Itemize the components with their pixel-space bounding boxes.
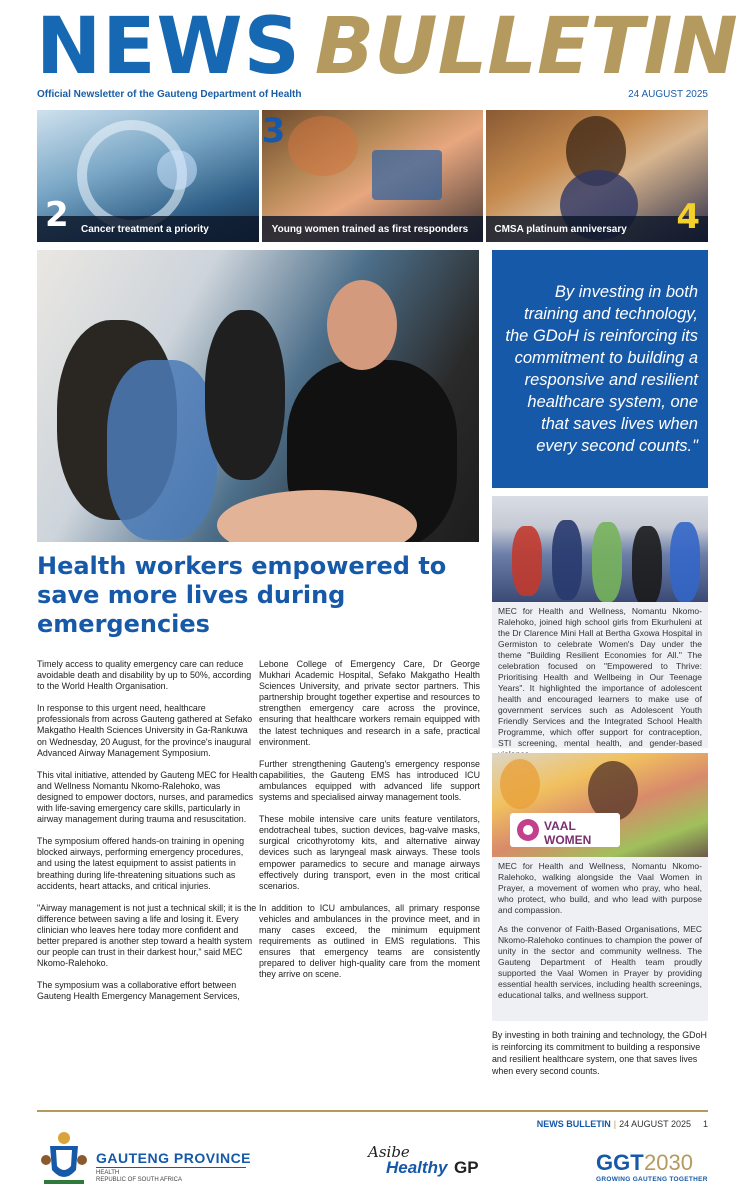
caption-text: MEC for Health and Wellness, Nomantu Nkomo-Ralehoko, walking alongside the Vaal Women in Prayer, a movement of women who pray, who heal, who protect, who build, and who lead with purpose and compassion.: [498, 861, 702, 915]
banner-emblem-icon: [515, 817, 541, 843]
masthead-title-bulletin: BULLETIN: [314, 2, 738, 92]
masthead-subline: [37, 89, 708, 103]
article-closing-paragraph: By investing in both training and technology, the GDoH is reinforcing its commitment to building a responsive and resilient healthcare system, one that saves lives when every second counts.: [492, 1030, 707, 1076]
footer-separator: |: [613, 1119, 617, 1129]
paragraph: These mobile intensive care units feature ventilators, endotracheal tubes, suction devices, bag-valve masks, surgical cricothyrotomy kits, and alternative airway devices such as laryngeal mask airways. These tools empower paramedics to secure and manage airways effectively during transport, even in the most critical scenarios.: [259, 814, 480, 891]
paragraph: This vital initiative, attended by Gauteng MEC for Health and Wellness Nomantu Nkomo-Ralehoko, was designed to empower doctors, nurses, and paramedics with life-saving emergency care skills, particularly in airway management during trauma and resuscitation.: [37, 769, 258, 825]
gauteng-province-name: GAUTENG PROVINCE: [96, 1150, 252, 1166]
sidebar-photo-vaal-women: [492, 753, 708, 857]
paragraph: Further strengthening Gauteng's emergency response capabilities, the Gauteng EMS has introduced ICU ambulances equipped with advanced life support systems and specialised airway management tools.: [259, 758, 480, 803]
ggt2030-logo: [596, 1150, 710, 1186]
teaser-cmsa-anniversary[interactable]: [486, 110, 708, 242]
gauteng-province-logo: [40, 1130, 270, 1190]
sidebar-caption-vaal-women: [492, 857, 708, 1021]
paragraph: The symposium offered hands-on training in opening blocked airways, performing emergency procedures, and using the latest equipment to assist patients in breathing during life-threatening situations such as accidents, heart attacks, and critical injuries.: [37, 836, 245, 891]
footer-publication: NEWS BULLETIN: [536, 1119, 611, 1129]
teaser-label: CMSA platinum anniversary: [494, 224, 627, 235]
gauteng-country: REPUBLIC OF SOUTH AFRICA: [96, 1177, 183, 1183]
banner-text: VAAL WOMEN: [544, 819, 592, 847]
article-column-middle: [259, 659, 480, 991]
masthead-title-news: NEWS: [36, 2, 301, 92]
healthy-word: Healthy: [386, 1158, 448, 1177]
page-number: 1: [702, 1119, 708, 1129]
masthead: [36, 2, 738, 92]
paragraph: In response to this urgent need, healthcare professionals from across Gauteng gathered at Sefako Makgatho Health Sciences University in Ga-Rankuwa on Wednesday, 20 August, for the province's inaugural Advanced Airway Management Symposium.: [37, 703, 253, 758]
ggt-tagline: GROWING GAUTENG TOGETHER: [596, 1176, 708, 1183]
footer-date: 24 AUGUST 2025: [619, 1119, 691, 1129]
footer-rule: [37, 1110, 708, 1112]
vaal-women-banner: [510, 813, 620, 847]
teaser-number: 3: [261, 111, 286, 151]
asibe-healthy-gp-logo: [362, 1143, 502, 1187]
issue-date: 24 AUGUST 2025: [628, 89, 708, 100]
sidebar-photo-womens-day: [492, 496, 708, 602]
paragraph: In addition to ICU ambulances, all primary response vehicles and ambulances in the province meet, and in many cases exceed, the minimum equipment requirements as outlined in EMS regulations. This ensures that emergency teams are consistently prepared to deliver high-quality care from the moment they arrive on scene.: [259, 902, 480, 980]
gp-word: GP: [454, 1158, 479, 1177]
teaser-number: 2: [45, 195, 69, 235]
caption-text: MEC for Health and Wellness, Nomantu Nkomo-Ralehoko, joined high school girls from Ekurhuleni at the Dr Clarence Mini Hall at Bertha Gxowa Hospital in Germiston to celebrate Women's Day under the theme "Building Resilient Economies for All." The celebration focused on "Empowered to Thrive: Prioritising Health and Wellbeing in Our Teenage Years". It highlighted the importance of adolescent health and encouraged learners to make use of government services such as Adolescent Youth Friendly Services and the Integrated School Health Programme, which offer support for contraception, STI screening, mental health, and gender-based: [498, 606, 702, 748]
ggt-word: GGT: [596, 1150, 644, 1175]
sidebar-caption-womens-day: [492, 602, 708, 748]
teaser-first-responders[interactable]: [262, 110, 484, 242]
teaser-label: Cancer treatment a priority: [81, 224, 209, 235]
article-headline: Health workers empowered to save more lives during emergencies: [37, 552, 447, 638]
teaser-strip: [37, 110, 708, 242]
gauteng-department: HEALTH: [96, 1170, 120, 1176]
pull-quote-text: By investing in both training and technology, the GDoH is reinforcing its commitment to building a responsive and resilient healthcare system, one that saves lives when every second counts.": [505, 283, 698, 455]
paragraph: "Airway management is not just a technical skill; it is the difference between saving a life and losing it. Every clinician who leaves here today more confident and better prepared is another step toward a health system our people can trust in their darkest hour," said MEC Nkomo-Ralehoko.: [37, 902, 257, 969]
asibe-word: Asibe: [368, 1143, 410, 1161]
coat-of-arms-icon: [40, 1130, 88, 1188]
teaser-cancer-treatment[interactable]: [37, 110, 259, 242]
teaser-label: Young women trained as first responders: [271, 224, 469, 235]
newsletter-subtitle: Official Newsletter of the Gauteng Department of Health: [37, 89, 302, 100]
paragraph: Timely access to quality emergency care can reduce avoidable death and disability by up to 50%, according to the World Health Organisation.: [37, 659, 252, 692]
hero-photo: [37, 250, 479, 542]
ggt-year: 2030: [644, 1150, 693, 1175]
paragraph: The symposium was a collaborative effort between Gauteng Health Emergency Management Services,: [37, 980, 240, 1002]
footer-meta: [537, 1119, 708, 1129]
caption-text: As the convenor of Faith-Based Organisations, MEC Nkomo-Ralehoko continues to champion the power of unity in the sector and community wellness. The Gauteng Department of Health team proudly supported the Vaal Women in Prayer by providing essential health services, including health screenings, educational talks, and wellness support.: [498, 924, 702, 1000]
article-column-left: [37, 659, 258, 1013]
teaser-number: 4: [676, 197, 701, 237]
paragraph: Lebone College of Emergency Care, Dr George Mukhari Academic Hospital, Sefako Makgatho Health Sciences University, and private sector partners. This partnership brought together expertise and resources to strengthen emergency care across the province, ensuring that healthcare workers remain equipped with the latest techniques and research in a safe, practical environment.: [259, 659, 480, 747]
pull-quote: [492, 250, 708, 488]
